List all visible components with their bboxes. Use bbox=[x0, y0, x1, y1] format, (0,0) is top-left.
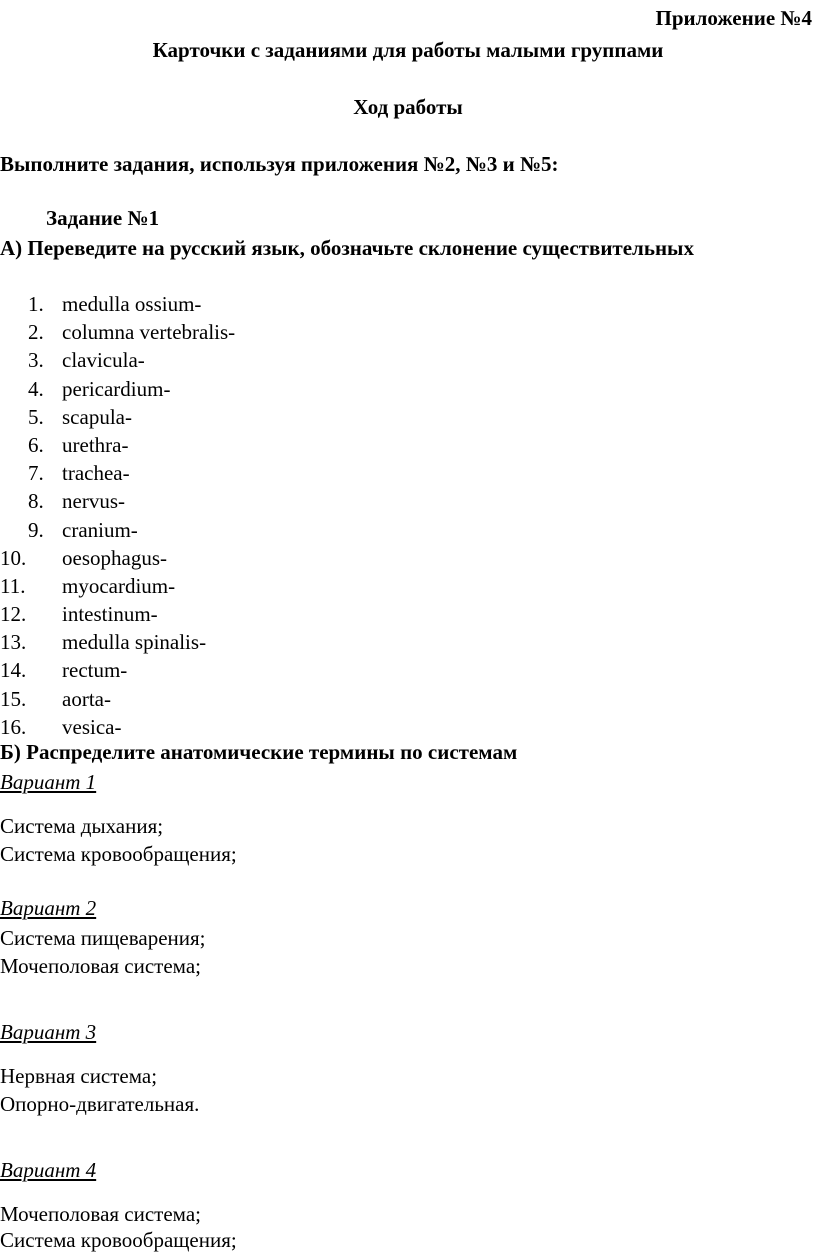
task-title: Задание №1 bbox=[46, 206, 160, 230]
list-item-number: 11. bbox=[0, 573, 26, 598]
list-item-text: trachea- bbox=[62, 461, 130, 486]
list-item-text: nervus- bbox=[62, 489, 125, 514]
variant-1-title: Вариант 1 bbox=[0, 770, 97, 794]
instruction-text: Выполните задания, используя приложения №2, №3 и №5: bbox=[0, 152, 559, 176]
list-item-number: 10. bbox=[0, 545, 27, 570]
variant-1-system-2: Система кровообращения; bbox=[0, 842, 237, 866]
appendix-label: Приложение №4 bbox=[655, 6, 812, 30]
part-b-heading: Б) Распределите анатомические термины по системам bbox=[0, 740, 518, 764]
variant-4-system-2: Система кровообращения; bbox=[0, 1228, 237, 1252]
variant-4-title: Вариант 4 bbox=[0, 1158, 97, 1182]
list-item-text: medulla ossium- bbox=[62, 292, 202, 316]
list-item-number: 5. bbox=[28, 404, 44, 429]
list-item-text: rectum- bbox=[62, 658, 128, 683]
workflow-heading: Ход работы bbox=[353, 95, 463, 119]
list-item-text: aorta- bbox=[62, 686, 111, 711]
list-item-text: myocardium- bbox=[62, 573, 176, 598]
list-item-text: oesophagus- bbox=[62, 545, 167, 570]
list-item-number: 9. bbox=[28, 517, 44, 542]
list-item-number: 7. bbox=[28, 461, 44, 486]
list-item-text: pericardium- bbox=[62, 376, 171, 401]
variant-3-system-2: Опорно-двигательная. bbox=[0, 1092, 200, 1116]
list-item-number: 8. bbox=[28, 489, 44, 514]
list-item-text: columna vertebralis- bbox=[62, 320, 236, 345]
variant-3-system-1: Нервная система; bbox=[0, 1064, 158, 1088]
list-item-text: cranium- bbox=[62, 517, 138, 542]
page-title: Карточки с заданиями для работы малыми группами bbox=[152, 38, 664, 62]
list-item-text: clavicula- bbox=[62, 348, 145, 373]
list-item-number: 15. bbox=[0, 686, 27, 711]
list-item-number: 4. bbox=[28, 376, 44, 401]
part-a-heading: А) Переведите на русский язык, обозначьте склонение существительных bbox=[0, 236, 694, 260]
list-item-text: medulla spinalis- bbox=[62, 630, 207, 655]
list-item-text: vesica- bbox=[62, 714, 122, 739]
variant-3-title: Вариант 3 bbox=[0, 1020, 97, 1044]
list-item-number: 1. bbox=[28, 292, 44, 316]
variant-2-title: Вариант 2 bbox=[0, 896, 97, 920]
variant-2-system-2: Мочеполовая система; bbox=[0, 954, 201, 978]
list-item-text: scapula- bbox=[62, 404, 132, 429]
variant-4-system-1: Мочеполовая система; bbox=[0, 1202, 201, 1226]
variant-1-system-1: Система дыхания; bbox=[0, 814, 164, 838]
list-item-number: 13. bbox=[0, 630, 27, 655]
list-item-text: urethra- bbox=[62, 432, 129, 457]
list-item-number: 3. bbox=[28, 348, 44, 373]
list-item-number: 12. bbox=[0, 602, 27, 627]
variant-2-system-1: Система пищеварения; bbox=[0, 926, 206, 950]
list-item-number: 2. bbox=[28, 320, 44, 345]
list-item-number: 16. bbox=[0, 714, 27, 739]
list-item-number: 6. bbox=[28, 432, 44, 457]
list-item-text: intestinum- bbox=[62, 602, 158, 627]
list-item-number: 14. bbox=[0, 658, 27, 683]
